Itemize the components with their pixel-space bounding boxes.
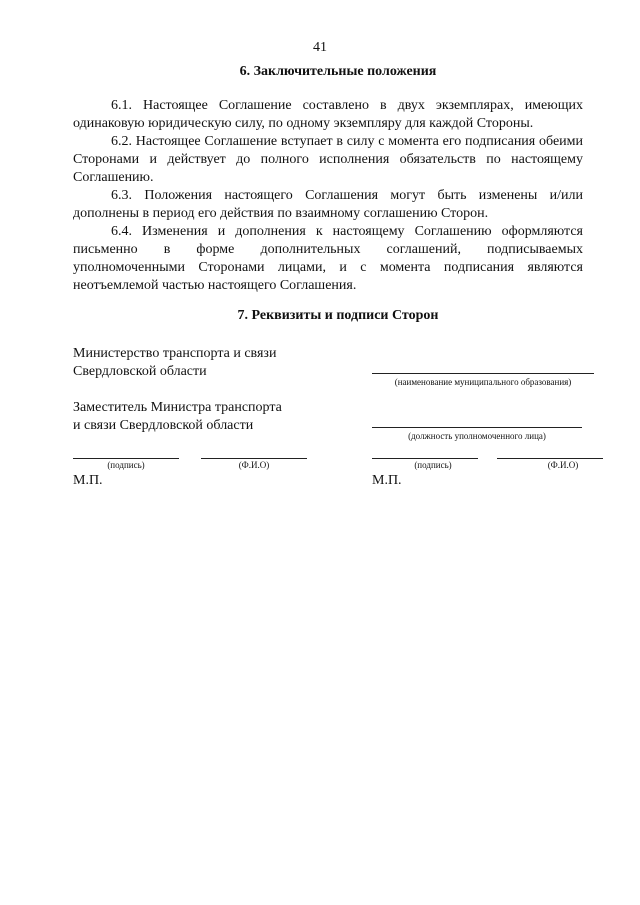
left-signature-caption: (подпись) (107, 460, 145, 470)
right-stamp-mark: М.П. (372, 473, 402, 488)
section-6-title: 6. Заключительные положения (239, 64, 437, 79)
left-position (73, 399, 333, 435)
paragraph-6-2: 6.2. Настоящее Соглашение вступает в силу с момента его подписания обеими Сторонами и действует до полного исполнения обязательств по настоящему Соглашению. (73, 134, 583, 185)
paragraph-6-3: 6.3. Положения настоящего Соглашения могут быть изменены и/или дополнены в период его действия по взаимному соглашению Сторон. (73, 188, 583, 221)
right-name-caption: (Ф.И.О) (547, 460, 579, 470)
paragraph-6-1: 6.1. Настоящее Соглашение составлено в двух экземплярах, имеющих одинаковую юридическую силу, по одному экземпляру для каждой Стороны. (73, 98, 583, 131)
right-position-caption: (должность уполномоченного лица) (408, 431, 546, 441)
left-organization-line-1: Министерство транспорта и связи (73, 346, 277, 361)
left-position-line-2: и связи Свердловской области (73, 418, 254, 433)
right-signature-line (372, 458, 478, 459)
left-signature-line (73, 458, 179, 459)
section-7-title: 7. Реквизиты и подписи Сторон (237, 308, 439, 323)
right-municipality-line (372, 373, 594, 374)
right-municipality-caption: (наименование муниципального образования) (394, 377, 572, 387)
left-name-line (201, 458, 307, 459)
left-stamp-mark: М.П. (73, 473, 103, 488)
left-organization (73, 345, 333, 381)
left-name-caption: (Ф.И.О) (238, 460, 270, 470)
left-position-line-1: Заместитель Министра транспорта (73, 400, 282, 415)
paragraph-6-4: 6.4. Изменения и дополнения к настоящему Соглашению оформляются письменно в форме дополнительных соглашений, подписываемых уполномоченными Сторонами лицами, и с момента подписания являются неотъемлемой частью настоящего Соглашения. (73, 224, 583, 293)
section-6-body (73, 97, 583, 295)
page-number: 41 (313, 40, 327, 55)
left-organization-line-2: Свердловской области (73, 364, 207, 379)
right-position-line (372, 427, 582, 428)
right-name-line (497, 458, 603, 459)
right-signature-caption: (подпись) (414, 460, 452, 470)
